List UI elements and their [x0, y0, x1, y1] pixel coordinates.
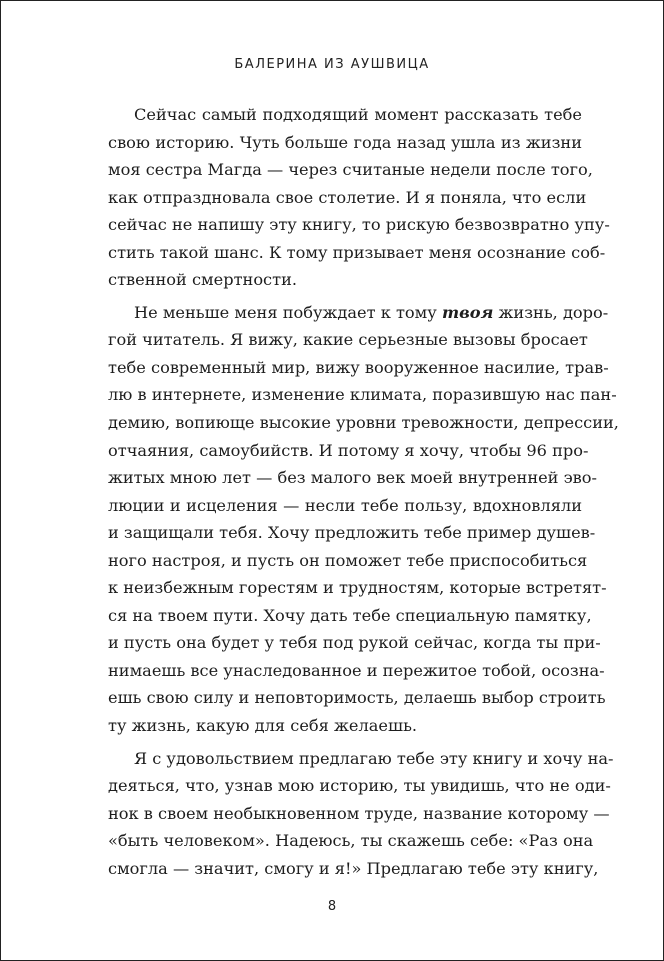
- text-line: ешь свою силу и неповторимость, делаешь выбор строить: [108, 688, 606, 708]
- text-line: житых мною лет — без малого век моей внутренней эво-: [108, 468, 598, 488]
- text-line: лю в интернете, изменение климата, поразившую нас пан-: [108, 385, 617, 405]
- text-line: свою историю. Чуть больше года назад ушла из жизни: [108, 132, 582, 152]
- text-line: нок в своем необыкновенном труде, название которому —: [108, 803, 610, 823]
- paragraph: [108, 299, 619, 740]
- text-line: к неизбежным горестям и трудностям, которые встретят-: [108, 578, 607, 598]
- text-segment: Не меньше меня побуждает к тому: [134, 302, 442, 322]
- text-line: ту жизнь, какую для себя желаешь.: [108, 716, 418, 736]
- text-line: стить такой шанс. К тому призывает меня осознание соб-: [108, 242, 606, 262]
- text-line: ся на твоем пути. Хочу дать тебе специальную памятку,: [108, 605, 592, 625]
- text-line: [108, 299, 609, 327]
- text-line: нимаешь все унаследованное и пережитое тобой, осозна-: [108, 660, 605, 680]
- text-line: люции и исцеления — несли тебе пользу, вдохновляли: [108, 495, 582, 515]
- text-line: моя сестра Магда — через считаные недели после того,: [108, 160, 593, 180]
- text-line: как отпраздновала свое столетие. И я поняла, что если: [108, 187, 587, 207]
- emphasis: твоя: [441, 302, 494, 322]
- text-line: смогла — значит, смогу и я!» Предлагаю тебе эту книгу,: [108, 858, 599, 878]
- text-line: ственной смертности.: [108, 270, 298, 290]
- text-line: ного настроя, и пусть он поможет тебе приспособиться: [108, 550, 588, 570]
- paragraph: [108, 101, 610, 294]
- running-head: БАЛЕРИНА ИЗ АУШВИЦА: [234, 57, 430, 72]
- text-line: Я с удовольствием предлагаю тебе эту книгу и хочу на-: [134, 748, 614, 768]
- text-line: тебе современный мир, вижу вооруженное насилие, трав-: [108, 357, 609, 377]
- page-number: 8: [327, 899, 337, 914]
- body-text: [108, 101, 619, 882]
- text-line: демию, вопиюще высокие уровни тревожности, депрессии,: [108, 413, 619, 433]
- text-line: отчаяния, самоубийств. И потому я хочу, чтобы 96 про-: [108, 440, 589, 460]
- text-line: сейчас не напишу эту книгу, то рискую безвозвратно упу-: [108, 215, 610, 235]
- text-line: и пусть она будет у тебя под рукой сейчас, когда ты при-: [108, 633, 601, 653]
- text-segment: жизнь, доро-: [493, 302, 609, 322]
- text-line: деяться, что, узнав мою историю, ты увидишь, что не оди-: [108, 776, 611, 796]
- text-line: Сейчас самый подходящий момент рассказать тебе: [134, 105, 582, 124]
- paragraph: [108, 745, 614, 883]
- text-line: и защищали тебя. Хочу предложить тебе пример душев-: [108, 523, 596, 543]
- text-line: гой читатель. Я вижу, какие серьезные вызовы бросает: [108, 330, 588, 350]
- text-line: «быть человеком». Надеюсь, ты скажешь себе: «Раз она: [108, 831, 594, 851]
